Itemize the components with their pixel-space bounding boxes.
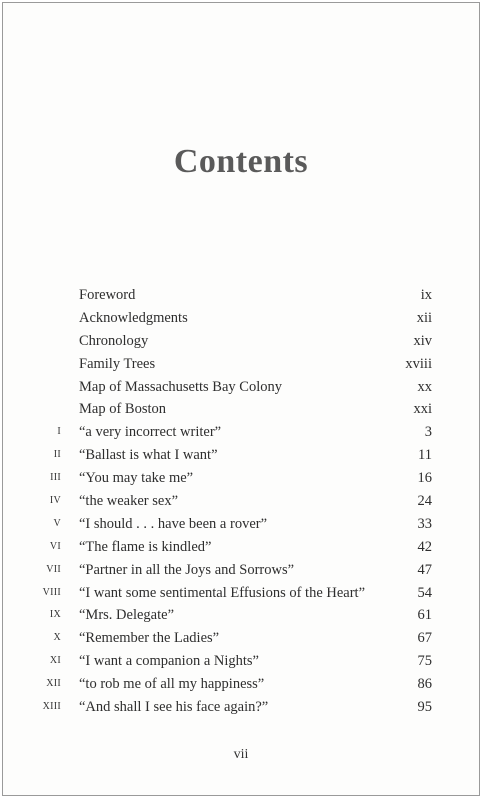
toc-row-map-colony [3, 376, 479, 399]
entry-page: 3 [424, 424, 432, 441]
entry-title: “a very incorrect writer” [79, 424, 222, 441]
toc-row-chapter-10 [3, 627, 479, 650]
entry-page: xxi [413, 401, 432, 418]
entry-page: xii [416, 309, 432, 326]
toc-row-family-trees [3, 353, 479, 376]
entry-title: “I should . . . have been a rover” [79, 515, 268, 532]
toc-row-chapter-2 [3, 444, 479, 467]
entry-page: 47 [417, 561, 432, 578]
entry-title: “Ballast is what I want” [79, 447, 218, 464]
entry-title: “the weaker sex” [79, 493, 179, 510]
entry-title: Foreword [79, 287, 136, 303]
page-title: Contents [173, 143, 309, 180]
table-of-contents [3, 284, 479, 719]
entry-page: 11 [418, 447, 432, 464]
entry-page: 42 [417, 538, 432, 555]
toc-row-chapter-7 [3, 559, 479, 582]
toc-row-map-boston [3, 398, 479, 421]
entry-title: “You may take me” [79, 470, 194, 487]
chapter-number: VIII [42, 586, 61, 598]
entry-page: 61 [417, 607, 432, 624]
toc-row-chapter-13 [3, 696, 479, 719]
entry-title: Family Trees [79, 355, 156, 372]
chapter-number: II [53, 449, 61, 461]
entry-title: “Remember the Ladies” [79, 630, 220, 647]
entry-page: xx [417, 378, 432, 395]
entry-page: xiv [413, 332, 432, 349]
chapter-number: XII [46, 678, 61, 690]
entry-page: 16 [417, 470, 432, 487]
toc-row-chapter-11 [3, 650, 479, 673]
entry-title: Chronology [79, 332, 149, 349]
entry-page: ix [420, 287, 432, 303]
entry-title: “to rob me of all my happiness” [79, 676, 265, 693]
chapter-number: XI [49, 655, 61, 667]
entry-title: “And shall I see his face again?” [79, 699, 269, 716]
toc-row-chapter-5 [3, 513, 479, 536]
entry-page: 86 [417, 676, 432, 693]
toc-row-foreword [3, 284, 479, 307]
toc-row-chapter-1 [3, 421, 479, 444]
page-folio: vii [233, 747, 249, 762]
chapter-number: VI [49, 540, 61, 552]
toc-row-acknowledgments [3, 307, 479, 330]
entry-title: “I want some sentimental Effusions of the Heart” [79, 584, 366, 601]
entry-page: 75 [417, 653, 432, 670]
entry-page: 54 [417, 584, 432, 601]
entry-page: 33 [417, 515, 432, 532]
chapter-number: IX [49, 609, 61, 621]
book-page [2, 2, 480, 796]
chapter-number: VII [46, 563, 61, 575]
chapter-number: X [53, 632, 61, 644]
entry-title: Map of Boston [79, 401, 166, 418]
chapter-number: IV [49, 495, 61, 507]
entry-page: 95 [417, 699, 432, 716]
entry-page: 24 [417, 493, 432, 510]
toc-row-chapter-12 [3, 673, 479, 696]
entry-page: 67 [417, 630, 432, 647]
entry-page: xviii [405, 355, 432, 372]
entry-title: “I want a companion a Nights” [79, 653, 259, 670]
entry-title: “Mrs. Delegate” [79, 607, 175, 624]
toc-row-chronology [3, 330, 479, 353]
entry-title: “Partner in all the Joys and Sorrows” [79, 561, 295, 578]
toc-row-chapter-4 [3, 490, 479, 513]
entry-title: “The flame is kindled” [79, 538, 212, 555]
toc-row-chapter-8 [3, 582, 479, 605]
entry-title: Acknowledgments [79, 309, 188, 326]
chapter-number: V [53, 517, 61, 529]
toc-row-chapter-3 [3, 467, 479, 490]
chapter-number: I [57, 426, 61, 438]
toc-row-chapter-9 [3, 604, 479, 627]
toc-row-chapter-6 [3, 536, 479, 559]
chapter-number: XIII [42, 701, 61, 713]
entry-title: Map of Massachusetts Bay Colony [79, 378, 282, 395]
chapter-number: III [50, 472, 61, 484]
